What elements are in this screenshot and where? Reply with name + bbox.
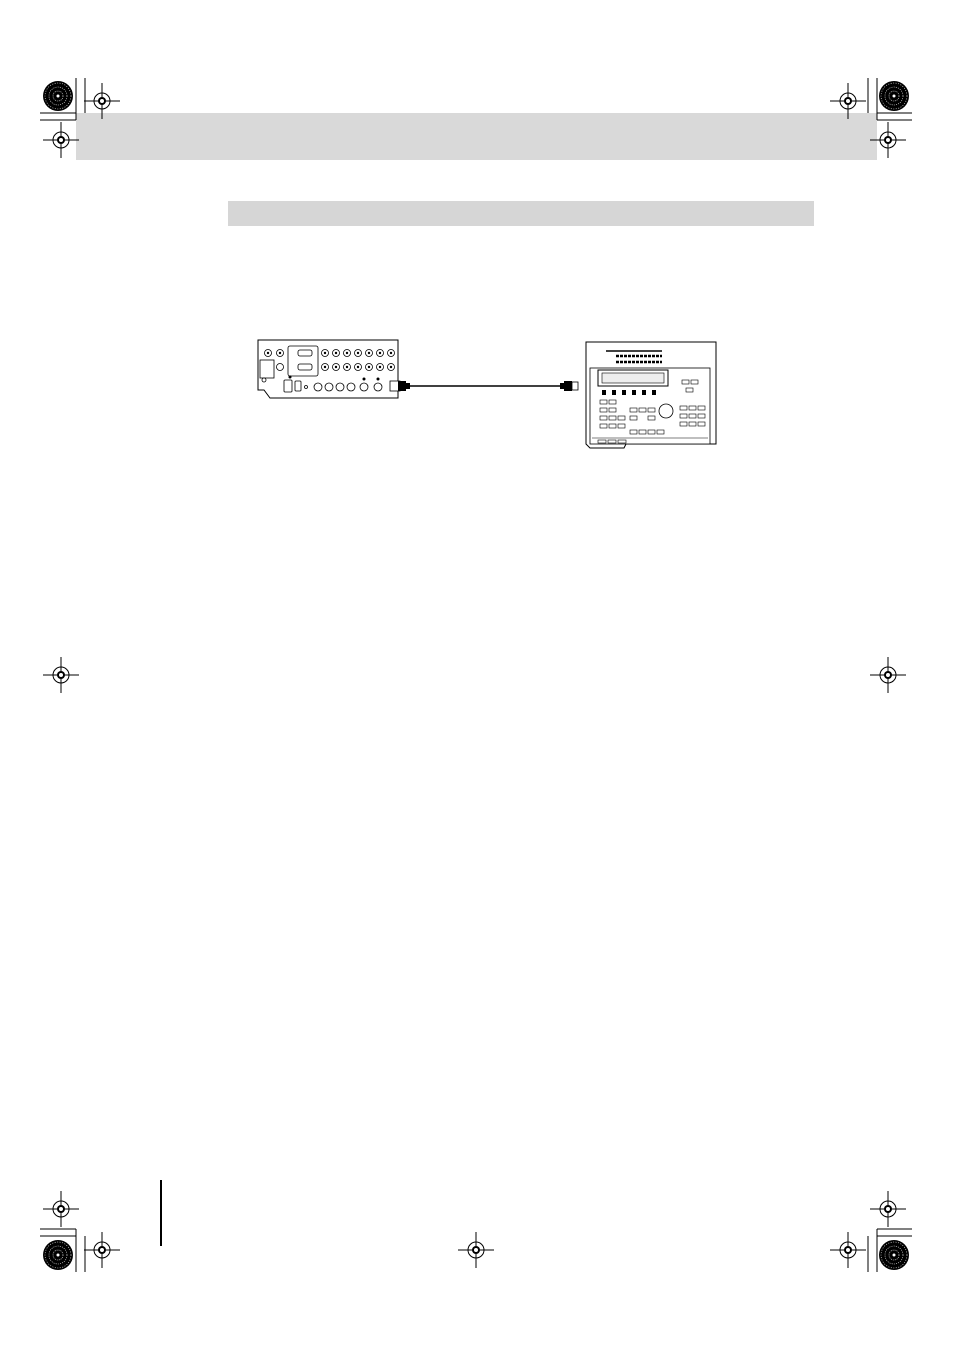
registration-mark-top-left-a bbox=[84, 83, 120, 119]
registration-mark-top-right-a bbox=[830, 83, 866, 119]
connection-cable bbox=[398, 381, 578, 391]
jog-wheel-icon bbox=[659, 404, 673, 418]
registration-mark-middle-left bbox=[43, 657, 79, 693]
expansion-unit-rear-panel bbox=[258, 340, 400, 398]
registration-star-top-right bbox=[879, 81, 909, 111]
registration-mark-bottom-center bbox=[458, 1232, 494, 1268]
registration-mark-top-left-b bbox=[43, 122, 79, 158]
registration-star-bottom-left bbox=[43, 1240, 73, 1270]
registration-star-top-left bbox=[43, 81, 73, 111]
registration-mark-bottom-left-b bbox=[84, 1232, 120, 1268]
registration-mark-bottom-right-b bbox=[830, 1232, 866, 1268]
connection-diagram bbox=[250, 334, 720, 454]
registration-mark-middle-right bbox=[870, 657, 906, 693]
registration-star-bottom-right bbox=[879, 1240, 909, 1270]
registration-mark-bottom-right-a bbox=[870, 1191, 906, 1227]
registration-mark-bottom-left-a bbox=[43, 1191, 79, 1227]
recorder-front-panel bbox=[586, 342, 716, 448]
registration-mark-top-right-b bbox=[870, 122, 906, 158]
